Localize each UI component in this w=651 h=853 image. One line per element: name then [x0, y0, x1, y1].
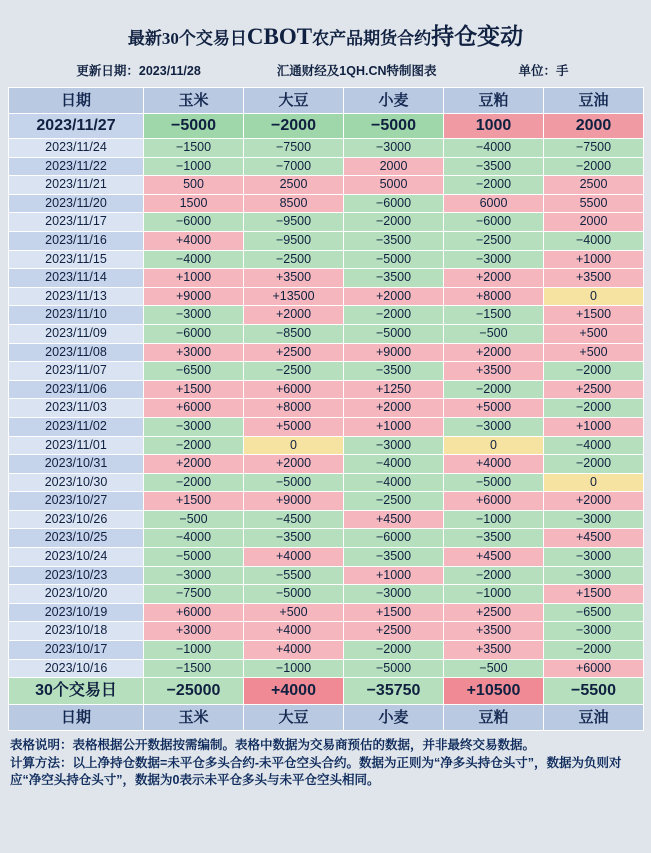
positions-table	[8, 87, 644, 731]
cell-小麦: −2000	[344, 306, 444, 325]
cell-豆油: −3000	[544, 510, 644, 529]
table-total-row	[9, 678, 644, 705]
cell-豆粕: +2000	[444, 343, 544, 362]
table-row	[9, 157, 644, 176]
col-header-soybean: 大豆	[244, 88, 344, 114]
cell-玉米: −6000	[144, 213, 244, 232]
cell-玉米: −2000	[144, 436, 244, 455]
cell-大豆: −9500	[244, 213, 344, 232]
cell-豆油: +1500	[544, 585, 644, 604]
col-footer-soybean: 大豆	[244, 705, 344, 731]
table-row	[9, 231, 644, 250]
table-row	[9, 362, 644, 381]
cell-小麦: +1000	[344, 566, 444, 585]
row-date: 2023/11/02	[9, 417, 144, 436]
cell-豆油: +500	[544, 343, 644, 362]
note-method-text: 以上净持仓数据=未平仓多头合约-未平仓空头合约。数据为正则为“净多头持仓头寸”，数据为负则对应“净空头持仓头寸”，数据为0表示未平仓多头与未平仓空头相同。	[10, 756, 622, 788]
title-mid: CBOT	[246, 24, 313, 49]
table-row	[9, 417, 644, 436]
table-row	[9, 585, 644, 604]
cell-玉米: −500	[144, 510, 244, 529]
cell-豆油: −2000	[544, 641, 644, 660]
cell-豆油: −2000	[544, 362, 644, 381]
cell-小麦: +2000	[344, 287, 444, 306]
row-date: 2023/11/01	[9, 436, 144, 455]
cell-大豆: −5500	[244, 566, 344, 585]
row-date: 2023/11/14	[9, 269, 144, 288]
title-prefix: 最新30个交易日	[127, 29, 247, 48]
row-date: 2023/11/17	[9, 213, 144, 232]
row-date: 2023/10/24	[9, 548, 144, 567]
cell-豆粕: −2000	[444, 176, 544, 195]
row-date: 2023/10/27	[9, 492, 144, 511]
row-date: 2023/11/03	[9, 399, 144, 418]
row-date: 2023/10/19	[9, 603, 144, 622]
cell-大豆: +4000	[244, 641, 344, 660]
row-date: 2023/10/26	[9, 510, 144, 529]
cell-小麦: −3500	[344, 362, 444, 381]
table-row	[9, 473, 644, 492]
row-date: 2023/10/23	[9, 566, 144, 585]
cell-玉米: +2000	[144, 455, 244, 474]
cell-玉米: +1500	[144, 380, 244, 399]
cell-小麦: 2000	[344, 157, 444, 176]
cell-豆粕: +4000	[444, 455, 544, 474]
row-date: 2023/11/24	[9, 139, 144, 158]
col-footer-date: 日期	[9, 705, 144, 731]
cell-豆油: +3500	[544, 269, 644, 288]
cell-豆粕: −3500	[444, 157, 544, 176]
cell-小麦: −3000	[344, 585, 444, 604]
row-date: 2023/11/20	[9, 194, 144, 213]
cell-豆油: −3000	[544, 566, 644, 585]
cell-大豆: +2000	[244, 306, 344, 325]
cell-大豆: −5000	[244, 473, 344, 492]
table-row	[9, 659, 644, 678]
col-footer-corn: 玉米	[144, 705, 244, 731]
update-date: 更新日期：2023/11/28	[76, 64, 201, 78]
cell-玉米: +9000	[144, 287, 244, 306]
col-header-date: 日期	[9, 88, 144, 114]
table-row	[9, 399, 644, 418]
table-header-row	[9, 88, 644, 114]
cell-小麦: −5000	[344, 659, 444, 678]
cell-小麦: −5000	[344, 114, 444, 139]
cell-小麦: +9000	[344, 343, 444, 362]
table-row	[9, 269, 644, 288]
cell-豆油: +6000	[544, 659, 644, 678]
cell-大豆: 2500	[244, 176, 344, 195]
table-row	[9, 343, 644, 362]
col-footer-soyoil: 豆油	[544, 705, 644, 731]
cell-大豆: −2500	[244, 362, 344, 381]
cell-玉米: −3000	[144, 566, 244, 585]
row-date: 2023/11/15	[9, 250, 144, 269]
cell-豆粕: 0	[444, 436, 544, 455]
cell-豆油: 5500	[544, 194, 644, 213]
note-method-label: 计算方法：	[10, 756, 73, 771]
cell-小麦: −3500	[344, 548, 444, 567]
cell-小麦: +2000	[344, 399, 444, 418]
cell-豆油: 0	[544, 287, 644, 306]
row-date: 2023/10/31	[9, 455, 144, 474]
table-row	[9, 603, 644, 622]
cell-大豆: +3500	[244, 269, 344, 288]
cell-玉米: −5000	[144, 114, 244, 139]
cell-豆油: 2000	[544, 213, 644, 232]
col-footer-soymeal: 豆粕	[444, 705, 544, 731]
cell-小麦: −6000	[344, 194, 444, 213]
row-date: 2023/11/09	[9, 324, 144, 343]
cell-玉米: +1500	[144, 492, 244, 511]
cell-小麦: +1500	[344, 603, 444, 622]
cell-豆粕: +6000	[444, 492, 544, 511]
cell-小麦: −6000	[344, 529, 444, 548]
cell-豆粕: −1500	[444, 306, 544, 325]
cell-玉米: −5000	[144, 548, 244, 567]
cell-玉米: +3000	[144, 343, 244, 362]
cell-豆粕: −2500	[444, 231, 544, 250]
col-header-wheat: 小麦	[344, 88, 444, 114]
cell-豆粕: −3000	[444, 250, 544, 269]
table-row	[9, 436, 644, 455]
cell-豆油: 0	[544, 473, 644, 492]
total-豆油: −5500	[544, 678, 644, 705]
cell-豆粕: 1000	[444, 114, 544, 139]
cell-大豆: +2000	[244, 455, 344, 474]
row-date: 2023/11/21	[9, 176, 144, 195]
cell-大豆: −4500	[244, 510, 344, 529]
cell-豆油: +2500	[544, 380, 644, 399]
table-row	[9, 380, 644, 399]
table-row	[9, 139, 644, 158]
cell-大豆: −2500	[244, 250, 344, 269]
cell-玉米: −1500	[144, 659, 244, 678]
cell-豆油: −7500	[544, 139, 644, 158]
cell-玉米: −6000	[144, 324, 244, 343]
cell-大豆: −9500	[244, 231, 344, 250]
row-date: 2023/11/22	[9, 157, 144, 176]
cell-豆粕: 6000	[444, 194, 544, 213]
cell-玉米: −7500	[144, 585, 244, 604]
cell-小麦: −4000	[344, 455, 444, 474]
table-row	[9, 306, 644, 325]
row-date: 2023/11/06	[9, 380, 144, 399]
cell-豆油: −3000	[544, 622, 644, 641]
table-row	[9, 455, 644, 474]
note-method	[10, 755, 641, 789]
row-date: 2023/11/27	[9, 114, 144, 139]
table-row	[9, 492, 644, 511]
cell-玉米: 500	[144, 176, 244, 195]
cell-豆粕: −1000	[444, 510, 544, 529]
page-title	[8, 0, 643, 57]
cell-豆油: +1500	[544, 306, 644, 325]
cell-玉米: −3000	[144, 417, 244, 436]
table-row	[9, 287, 644, 306]
cell-豆油: +1000	[544, 250, 644, 269]
col-header-corn: 玉米	[144, 88, 244, 114]
cell-玉米: −1000	[144, 641, 244, 660]
cell-豆粕: +4500	[444, 548, 544, 567]
table-row	[9, 114, 644, 139]
cell-大豆: −2000	[244, 114, 344, 139]
cell-小麦: +1000	[344, 417, 444, 436]
col-header-soymeal: 豆粕	[444, 88, 544, 114]
cell-大豆: −7500	[244, 139, 344, 158]
table-row	[9, 194, 644, 213]
cell-玉米: −3000	[144, 306, 244, 325]
source-label: 汇通财经及1QH.CN特制图表	[276, 64, 437, 78]
cell-大豆: +2500	[244, 343, 344, 362]
cell-豆粕: +3500	[444, 622, 544, 641]
cell-大豆: 0	[244, 436, 344, 455]
cell-豆油: 2500	[544, 176, 644, 195]
cell-小麦: −5000	[344, 324, 444, 343]
cell-豆油: +500	[544, 324, 644, 343]
table-row	[9, 566, 644, 585]
row-date: 2023/10/30	[9, 473, 144, 492]
table-row	[9, 548, 644, 567]
cell-豆粕: −500	[444, 659, 544, 678]
cell-豆油: 2000	[544, 114, 644, 139]
cell-豆粕: −2000	[444, 566, 544, 585]
cell-小麦: −3500	[344, 231, 444, 250]
row-date: 2023/10/20	[9, 585, 144, 604]
row-date: 2023/10/18	[9, 622, 144, 641]
cell-豆粕: +2500	[444, 603, 544, 622]
cell-豆粕: +3500	[444, 641, 544, 660]
cell-豆油: +2000	[544, 492, 644, 511]
cell-豆粕: −5000	[444, 473, 544, 492]
cell-豆粕: +5000	[444, 399, 544, 418]
cell-大豆: +4000	[244, 548, 344, 567]
cell-小麦: −3500	[344, 269, 444, 288]
cell-大豆: +4000	[244, 622, 344, 641]
note-description	[10, 737, 641, 754]
row-date: 2023/11/16	[9, 231, 144, 250]
table-row	[9, 641, 644, 660]
note-description-label: 表格说明：	[10, 738, 73, 753]
cell-小麦: 5000	[344, 176, 444, 195]
cell-小麦: −4000	[344, 473, 444, 492]
cell-大豆: 8500	[244, 194, 344, 213]
cell-豆油: +1000	[544, 417, 644, 436]
cell-豆粕: −500	[444, 324, 544, 343]
row-date: 2023/11/08	[9, 343, 144, 362]
cell-玉米: +3000	[144, 622, 244, 641]
cell-玉米: +6000	[144, 399, 244, 418]
cell-玉米: −6500	[144, 362, 244, 381]
notes-block	[8, 735, 643, 789]
cell-大豆: +8000	[244, 399, 344, 418]
row-date: 2023/11/07	[9, 362, 144, 381]
total-豆粕: +10500	[444, 678, 544, 705]
cell-大豆: +13500	[244, 287, 344, 306]
cell-小麦: −5000	[344, 250, 444, 269]
cell-豆粕: −6000	[444, 213, 544, 232]
table-row	[9, 324, 644, 343]
cell-豆油: −2000	[544, 455, 644, 474]
cell-小麦: +1250	[344, 380, 444, 399]
table-row	[9, 622, 644, 641]
total-玉米: −25000	[144, 678, 244, 705]
cell-大豆: −5000	[244, 585, 344, 604]
cell-豆油: −2000	[544, 399, 644, 418]
cell-豆粕: −1000	[444, 585, 544, 604]
cell-玉米: +4000	[144, 231, 244, 250]
cell-小麦: +4500	[344, 510, 444, 529]
cell-豆油: −6500	[544, 603, 644, 622]
note-description-text: 表格根据公开数据按需编制。表格中数据为交易商预估的数据，并非最终交易数据。	[72, 738, 536, 753]
cell-大豆: +9000	[244, 492, 344, 511]
cell-豆粕: −2000	[444, 380, 544, 399]
cell-大豆: −1000	[244, 659, 344, 678]
total-小麦: −35750	[344, 678, 444, 705]
cell-豆油: −3000	[544, 548, 644, 567]
table-row	[9, 529, 644, 548]
cell-大豆: −3500	[244, 529, 344, 548]
row-date: 2023/10/17	[9, 641, 144, 660]
cell-小麦: −3000	[344, 436, 444, 455]
cell-小麦: +2500	[344, 622, 444, 641]
table-row	[9, 510, 644, 529]
cell-玉米: −2000	[144, 473, 244, 492]
cell-玉米: −4000	[144, 250, 244, 269]
cell-玉米: +1000	[144, 269, 244, 288]
cell-豆粕: +8000	[444, 287, 544, 306]
cell-玉米: −1500	[144, 139, 244, 158]
cell-小麦: −2000	[344, 213, 444, 232]
title-suffix: 持仓变动	[431, 24, 524, 49]
total-大豆: +4000	[244, 678, 344, 705]
cell-大豆: −7000	[244, 157, 344, 176]
table-row	[9, 176, 644, 195]
total-label: 30个交易日	[9, 678, 144, 705]
cell-豆粕: −3500	[444, 529, 544, 548]
cell-大豆: −8500	[244, 324, 344, 343]
cell-豆油: −4000	[544, 436, 644, 455]
table-row	[9, 250, 644, 269]
cell-豆油: −4000	[544, 231, 644, 250]
row-date: 2023/11/13	[9, 287, 144, 306]
cell-大豆: +500	[244, 603, 344, 622]
cell-玉米: +6000	[144, 603, 244, 622]
cell-小麦: −3000	[344, 139, 444, 158]
cell-小麦: −2500	[344, 492, 444, 511]
row-date: 2023/10/25	[9, 529, 144, 548]
cell-豆油: −2000	[544, 157, 644, 176]
cell-豆粕: +2000	[444, 269, 544, 288]
cell-玉米: 1500	[144, 194, 244, 213]
col-footer-wheat: 小麦	[344, 705, 444, 731]
cell-小麦: −2000	[344, 641, 444, 660]
cell-豆粕: +3500	[444, 362, 544, 381]
row-date: 2023/10/16	[9, 659, 144, 678]
cell-玉米: −4000	[144, 529, 244, 548]
col-header-soyoil: 豆油	[544, 88, 644, 114]
title-mid2: 农产品期货合约	[312, 29, 432, 48]
cell-大豆: +5000	[244, 417, 344, 436]
table-footer-row	[9, 705, 644, 731]
table-body	[9, 114, 644, 705]
cell-豆粕: −4000	[444, 139, 544, 158]
cell-豆粕: −3000	[444, 417, 544, 436]
cell-大豆: +6000	[244, 380, 344, 399]
subtitle-bar	[8, 57, 643, 87]
table-row	[9, 213, 644, 232]
cell-玉米: −1000	[144, 157, 244, 176]
unit-label: 单位：手	[518, 64, 569, 78]
cell-豆油: +4500	[544, 529, 644, 548]
row-date: 2023/11/10	[9, 306, 144, 325]
